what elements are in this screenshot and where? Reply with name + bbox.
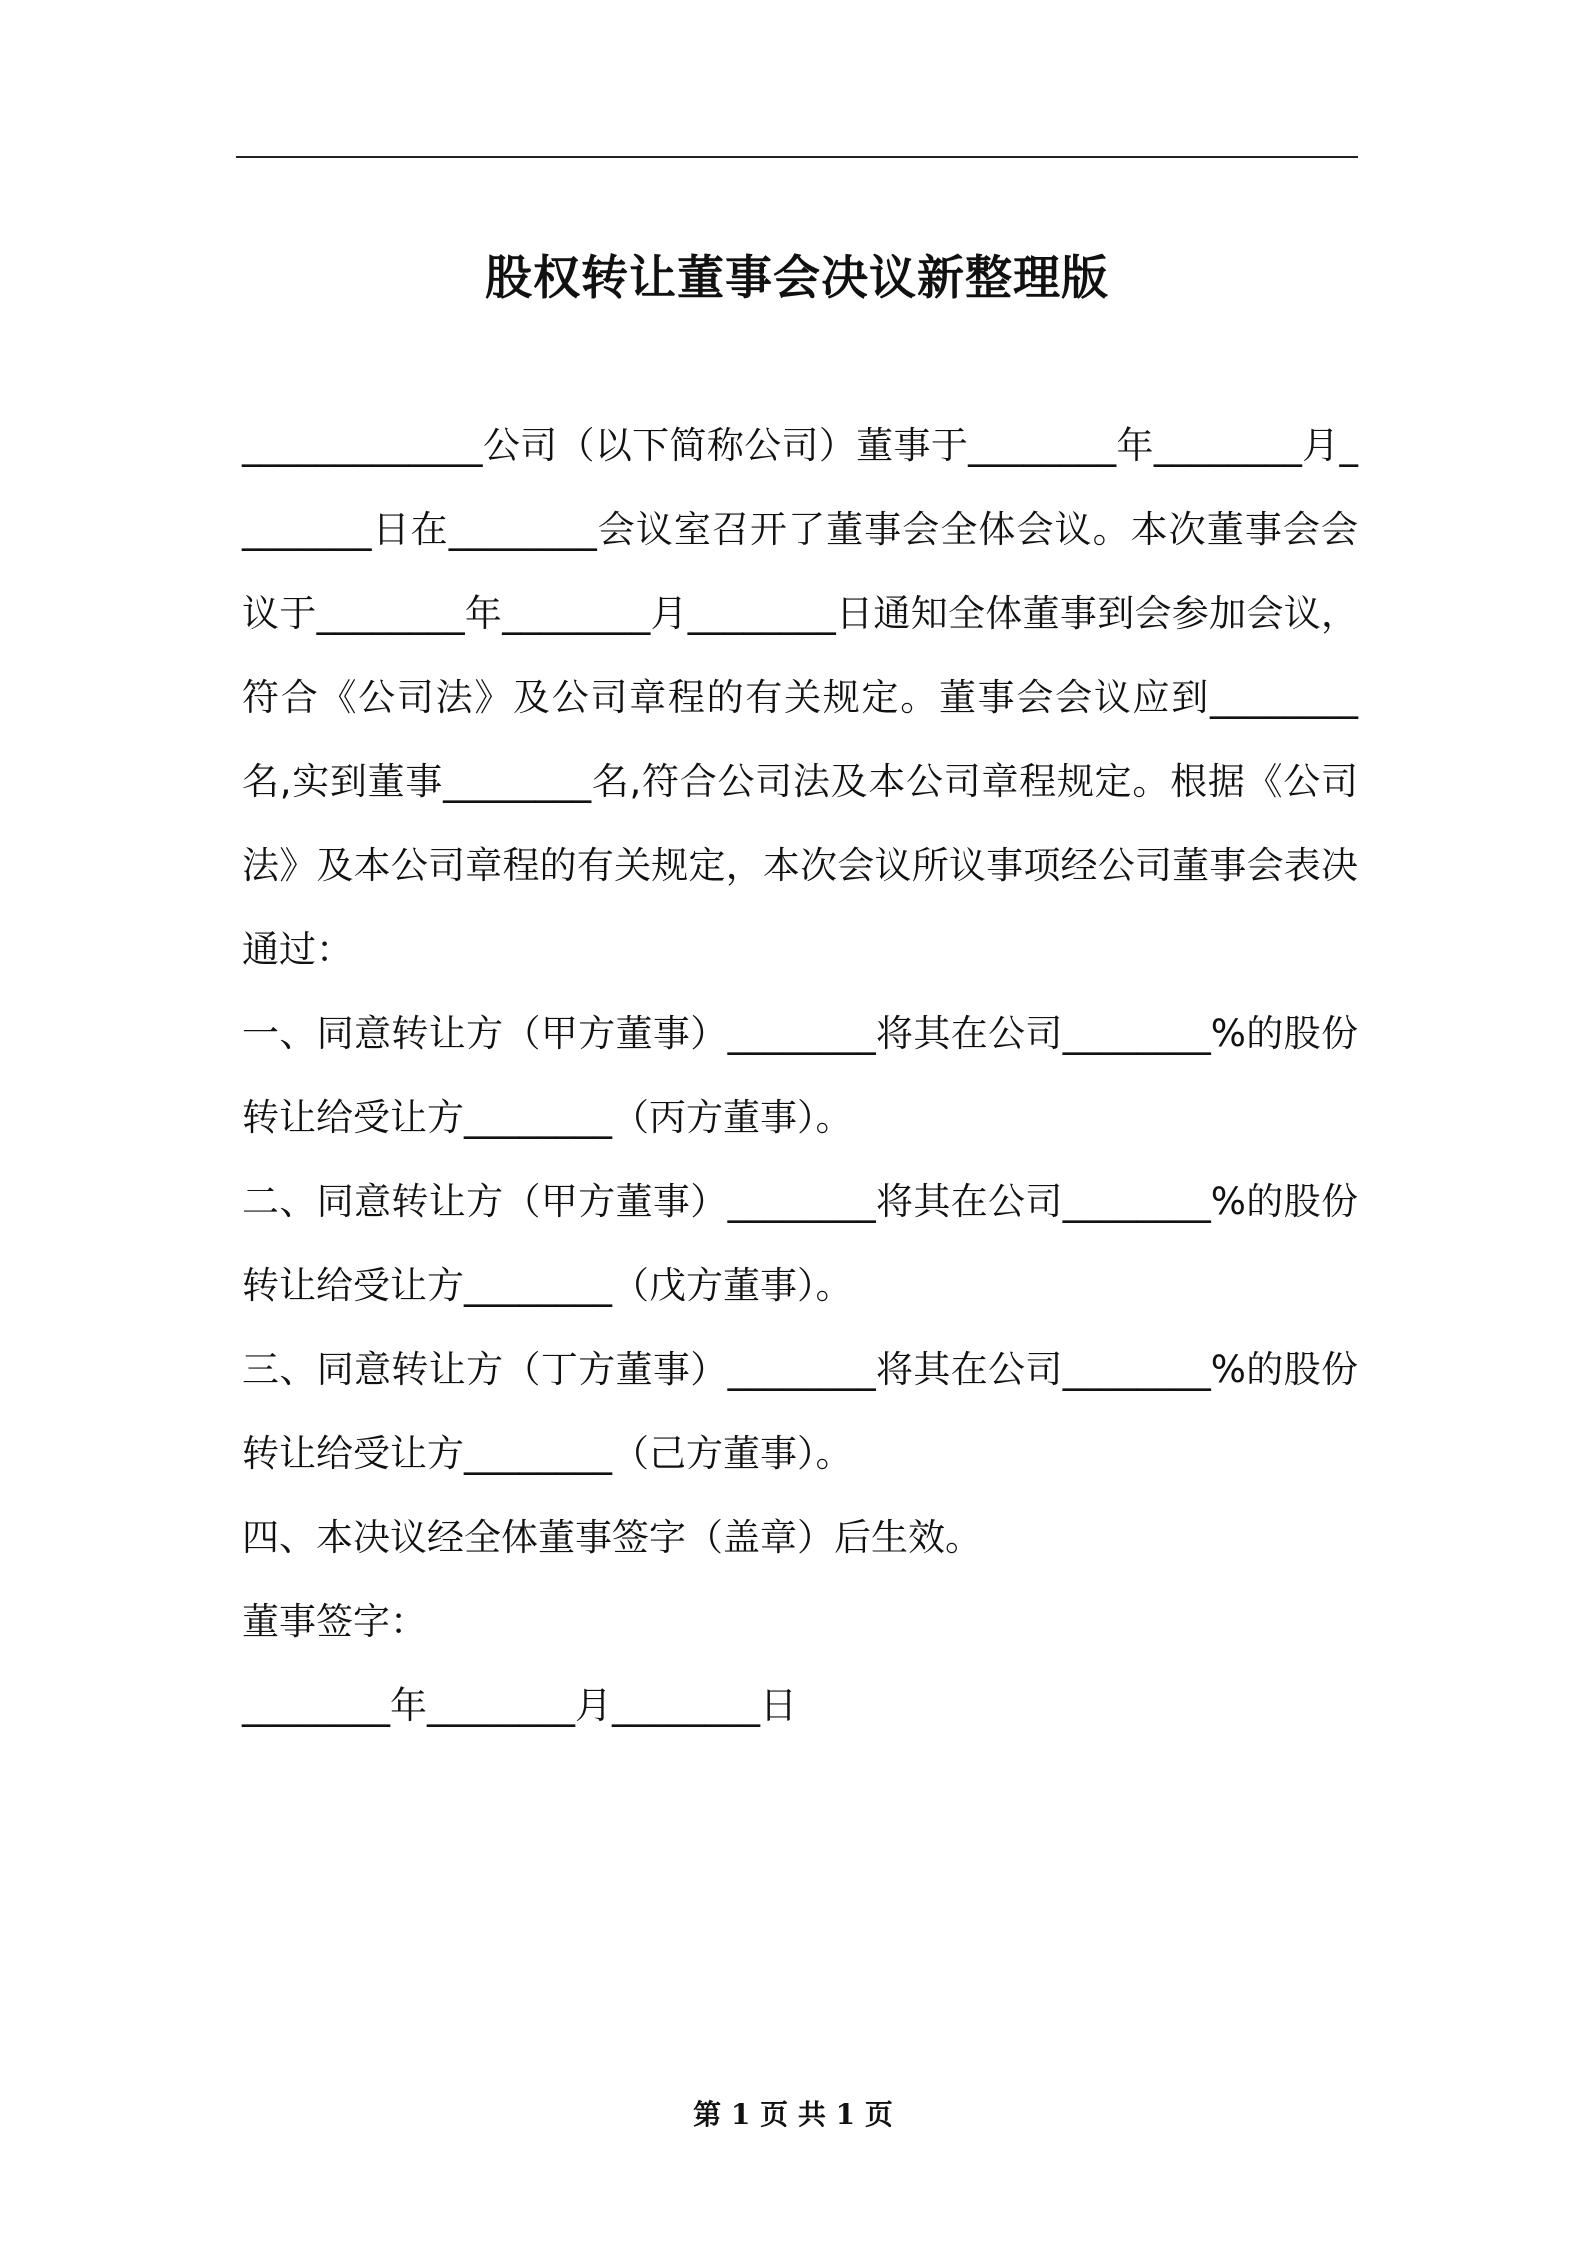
resolution-item-4: 四、本决议经全体董事签字（盖章）后生效。 xyxy=(242,1516,982,1559)
date-line: ________年________月________日 xyxy=(242,1684,797,1727)
resolution-item-3: 三、同意转让方（丁方董事）________将其在公司________%的股份转让给受让方________（己方董事）。 xyxy=(242,1348,1358,1475)
resolution-item-1: 一、同意转让方（甲方董事）________将其在公司________%的股份转让给受让方________（丙方董事）。 xyxy=(242,1012,1358,1139)
signature-label: 董事签字： xyxy=(242,1600,427,1643)
page-number: 第 1 页 共 1 页 xyxy=(693,2098,893,2131)
document-title: 股权转让董事会决议新整理版 xyxy=(485,251,1109,307)
header-rule xyxy=(236,156,1358,158)
opening-paragraph: _____________公司（以下简称公司）董事于________年________月________日在________会议室召开了董事会全体会议。本次董事会会议于________年________月________日通知全体董事到会参加会议，符合《公司法》及公司章程的有关规定。董事会会议应到________名,实到董事________名,符合公司法及本公司章程规定。根据《公司法》及本公司章程的有关规定，本次会议所议事项经公司董事会表决通过： xyxy=(242,424,1358,971)
document-body xyxy=(242,404,1358,1748)
resolution-item-2: 二、同意转让方（甲方董事）________将其在公司________%的股份转让给受让方________（戊方董事）。 xyxy=(242,1180,1358,1307)
